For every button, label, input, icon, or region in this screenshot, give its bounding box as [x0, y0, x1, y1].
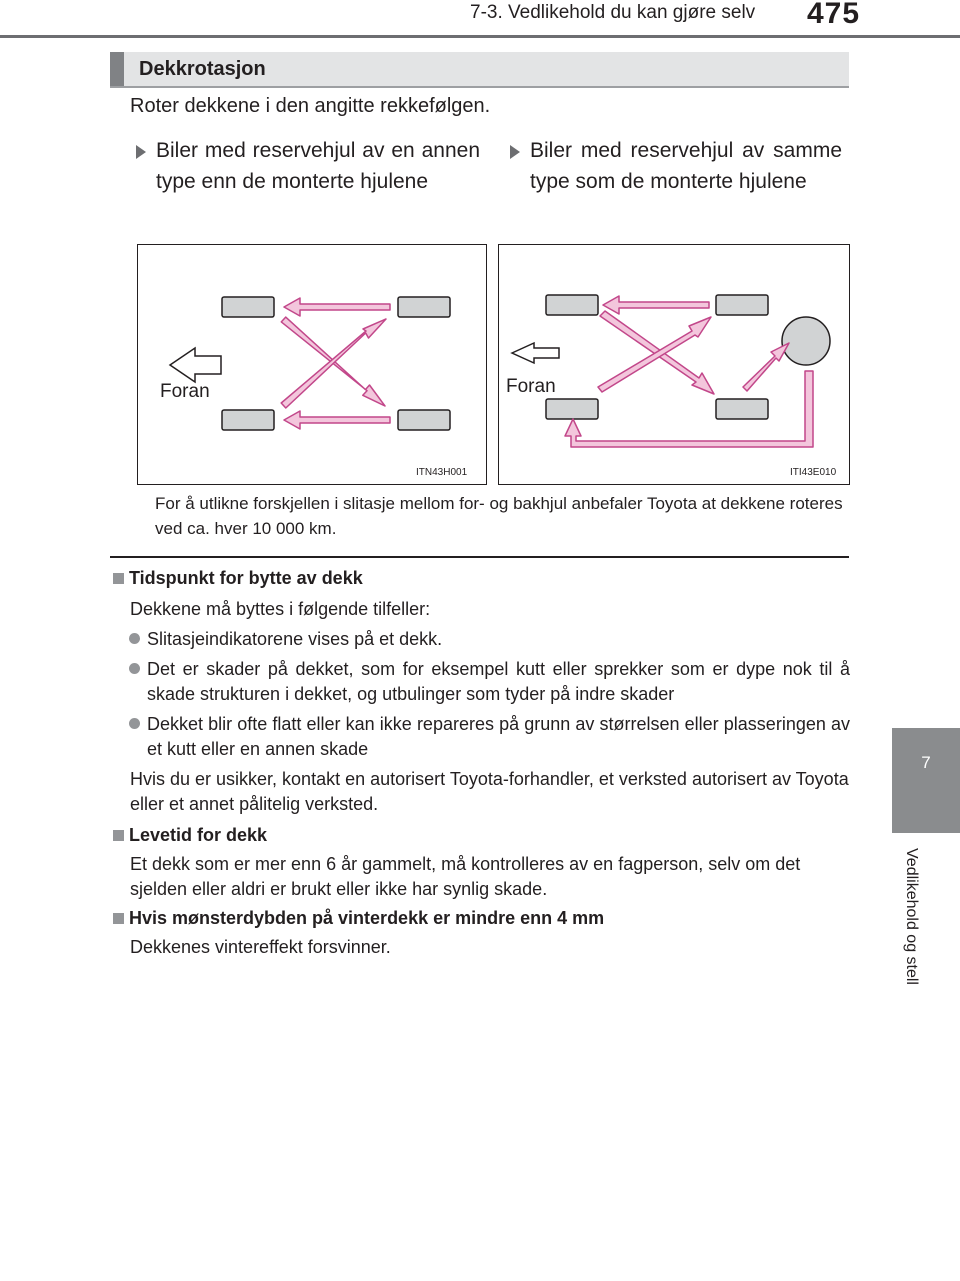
square-bullet-icon	[113, 573, 124, 584]
topic-heading-text: Levetid for dekk	[129, 825, 268, 845]
bullet-item: Dekket blir ofte flatt eller kan ikke repareres på grunn av størrelsen eller plasseringen av et kutt eller en annen skade	[147, 714, 850, 759]
rotation-arrow	[603, 296, 709, 314]
front-direction-arrow-icon	[170, 348, 221, 382]
chapter-number: 7	[921, 753, 931, 772]
rotation-diagram-right	[498, 244, 850, 485]
round-bullet-icon	[129, 718, 140, 729]
figure-code: ITN43H001	[416, 467, 468, 478]
rotation-arrow	[284, 298, 390, 316]
tire-rear-left	[398, 297, 450, 317]
topic-heading-text: Hvis mønsterdybden på vinterdekk er mindre enn 4 mm	[129, 908, 605, 928]
section-intro: Roter dekkene i den angitte rekkefølgen.	[130, 95, 491, 117]
chapter-title: Vedlikehold og stell	[903, 848, 920, 985]
bullet-item: Det er skader på dekket, som for eksempel kutt eller sprekker som er dype nok til å skade strukturen i dekket, og utbulinger som tyder på indre skader	[147, 659, 850, 704]
square-bullet-icon	[113, 913, 124, 924]
topic-heading	[113, 825, 267, 846]
topic-heading	[113, 908, 604, 929]
column-label-right: Biler med reservehjul av samme type som de monterte hjulene	[530, 139, 842, 193]
topic-body: Dekkenes vintereffekt forsvinner.	[130, 937, 391, 957]
round-bullet-icon	[129, 633, 140, 644]
front-direction-arrow-icon	[512, 343, 559, 363]
column-label-left: Biler med reservehjul av en annen type enn de monterte hjulene	[156, 139, 480, 193]
spare-tire	[782, 317, 830, 365]
section-heading-box	[110, 52, 849, 88]
bullet-item: Slitasjeindikatorene vises på et dekk.	[147, 629, 443, 649]
tire-rear-left	[716, 295, 768, 315]
section-divider	[110, 556, 849, 558]
tire-front-right	[222, 410, 274, 430]
page-number: 475	[807, 0, 861, 30]
topic-outro: Hvis du er usikker, kontakt en autorisert Toyota-forhandler, et verksted autorisert av Toyota eller et annet pålitelig verksted.	[130, 769, 849, 814]
round-bullet-icon	[129, 663, 140, 674]
topic-body: Et dekk som er mer enn 6 år gammelt, må kontrolleres av en fagperson, selv om det sjelden eller aldri er brukt eller ikke har synlig skade.	[130, 854, 801, 899]
heading-accent-bar	[110, 52, 124, 86]
rotation-diagram-left-svg	[138, 245, 486, 484]
topic-intro: Dekkene må byttes i følgende tilfeller:	[130, 599, 431, 619]
front-label: Foran	[160, 381, 210, 402]
figure-note: For å utlikne forskjellen i slitasje mellom for- og bakhjul anbefaler Toyota at dekkene roteres ved ca. hver 10 000 km.	[155, 494, 843, 538]
square-bullet-icon	[113, 830, 124, 841]
triangle-bullet-icon	[136, 145, 146, 159]
tire-front-right	[546, 399, 598, 419]
spare-rotation-arrow	[565, 371, 813, 447]
tire-rear-right	[398, 410, 450, 430]
chapter-side-label	[902, 848, 932, 1008]
tire-rear-right	[716, 399, 768, 419]
rotation-diagram-right-svg	[499, 245, 849, 484]
tire-front-left	[546, 295, 598, 315]
figure-code: ITI43E010	[790, 467, 837, 478]
header-divider	[0, 35, 960, 38]
tire-front-left	[222, 297, 274, 317]
running-header: 7-3. Vedlikehold du kan gjøre selv	[470, 2, 756, 23]
triangle-bullet-icon	[510, 145, 520, 159]
front-label: Foran	[506, 376, 556, 397]
topic-heading	[113, 568, 363, 589]
section-heading: Dekkrotasjon	[139, 58, 266, 80]
rotation-arrow	[743, 343, 789, 391]
rotation-arrow	[284, 411, 390, 429]
rotation-diagram-left	[137, 244, 487, 485]
chapter-tab	[892, 728, 960, 833]
topic-heading-text: Tidspunkt for bytte av dekk	[129, 568, 363, 588]
